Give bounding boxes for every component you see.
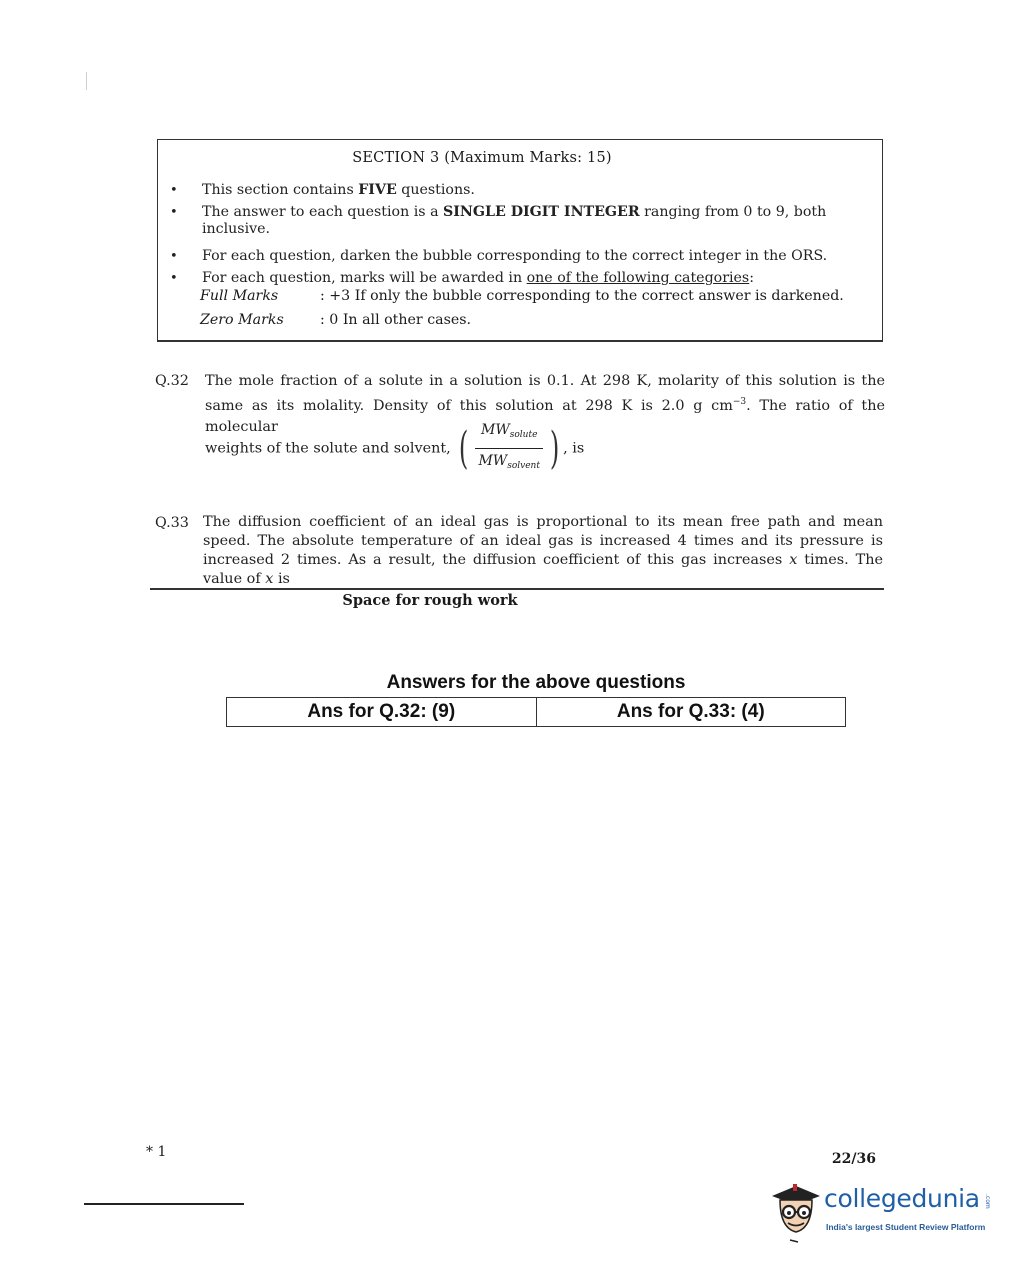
question-text-part: The diffusion coefficient of an ideal gas is proportional to its mean free path and mean speed. The absolute temperature of an ideal gas is increased 4 times and its pressure is increased 2 times. As a result, the diffusion coefficient of this gas increases	[203, 514, 883, 568]
answer-cell-q32: Ans for Q.32: (9)	[307, 701, 456, 722]
question-text-part: . The ratio of the molecular	[205, 397, 885, 435]
marks-label: Zero Marks	[200, 312, 284, 328]
fraction-denominator	[472, 449, 545, 477]
instruction-text: For each question, marks will be awarded in	[202, 270, 527, 286]
instruction-bold: FIVE	[358, 182, 397, 198]
right-paren-icon: )	[549, 422, 560, 474]
section-title: SECTION 3 (Maximum Marks: 15)	[352, 150, 612, 166]
divider	[150, 588, 884, 590]
question-text-part: is	[273, 571, 290, 587]
answer-cell-q33: Ans for Q.33: (4)	[536, 698, 846, 726]
marks-row-zero	[200, 312, 471, 328]
variable: x	[265, 571, 274, 587]
collegedunia-logo[interactable]	[766, 1178, 996, 1246]
bullet-icon: •	[170, 271, 178, 286]
marks-row-full	[200, 288, 844, 304]
question-text-part: times. The value of	[203, 552, 883, 587]
left-paren-icon: (	[459, 422, 469, 474]
footer-rule	[84, 1203, 244, 1205]
instruction-text: :	[749, 270, 754, 286]
variable: x	[789, 552, 798, 568]
answers-title: Answers for the above questions	[386, 672, 686, 693]
question-text-part: , is	[563, 440, 585, 457]
marks-value: : +3 If only the bubble corresponding to the correct answer is darkened.	[320, 288, 844, 304]
logo-wordmark: collegedunia	[824, 1184, 980, 1213]
instruction-underlined: one of the following categories	[526, 270, 750, 286]
marks-label: Full Marks	[200, 288, 279, 304]
instruction-text: questions.	[396, 182, 475, 198]
instruction-text: The answer to each question is a	[202, 204, 444, 220]
exponent: −3	[732, 397, 747, 407]
scan-mark	[86, 72, 87, 90]
page-marker: * 1	[146, 1144, 167, 1160]
bullet-icon: •	[170, 183, 178, 198]
page-number: 22/36	[831, 1151, 876, 1167]
marks-value: : 0 In all other cases.	[320, 312, 472, 328]
bullet-icon: •	[170, 205, 178, 220]
logo-tagline: India's largest Student Review Platform	[826, 1222, 986, 1232]
answers-table	[226, 697, 846, 727]
denominator-subscript: solvent	[507, 461, 540, 471]
numerator-subscript: solute	[509, 430, 538, 440]
instruction-text: ranging from 0 to 9, both inclusive.	[202, 204, 827, 237]
logo-domain: .com	[984, 1194, 991, 1209]
denominator-main: MW	[478, 453, 508, 469]
instruction-item	[170, 248, 828, 265]
rough-work-label: Space for rough work	[342, 592, 518, 609]
fraction-numerator	[475, 420, 543, 449]
instruction-item	[170, 204, 827, 237]
bullet-icon: •	[170, 249, 178, 264]
ratio-expression	[205, 420, 605, 474]
question-text-part: The mole fraction of a solute in a solution is 0.1. At 298 K, molarity of this solution is the same as its molality. Density of this solution at 298 K is 2.0 g cm	[205, 373, 885, 414]
instruction-text: For each question, darken the bubble corresponding to the correct integer in the ORS.	[202, 248, 828, 264]
instruction-text: This section contains	[202, 182, 359, 198]
instruction-item	[170, 182, 475, 199]
question-text	[203, 513, 883, 589]
numerator-main: MW	[481, 422, 510, 438]
instruction-item	[170, 270, 754, 287]
question-text-part: weights of the solute and solvent,	[205, 440, 451, 457]
question-number: Q.33	[155, 515, 189, 531]
molecular-weight-ratio	[472, 420, 545, 477]
question-number: Q.32	[155, 373, 189, 389]
instruction-bold: SINGLE DIGIT INTEGER	[443, 204, 640, 220]
graduate-mascot-icon	[766, 1178, 824, 1246]
